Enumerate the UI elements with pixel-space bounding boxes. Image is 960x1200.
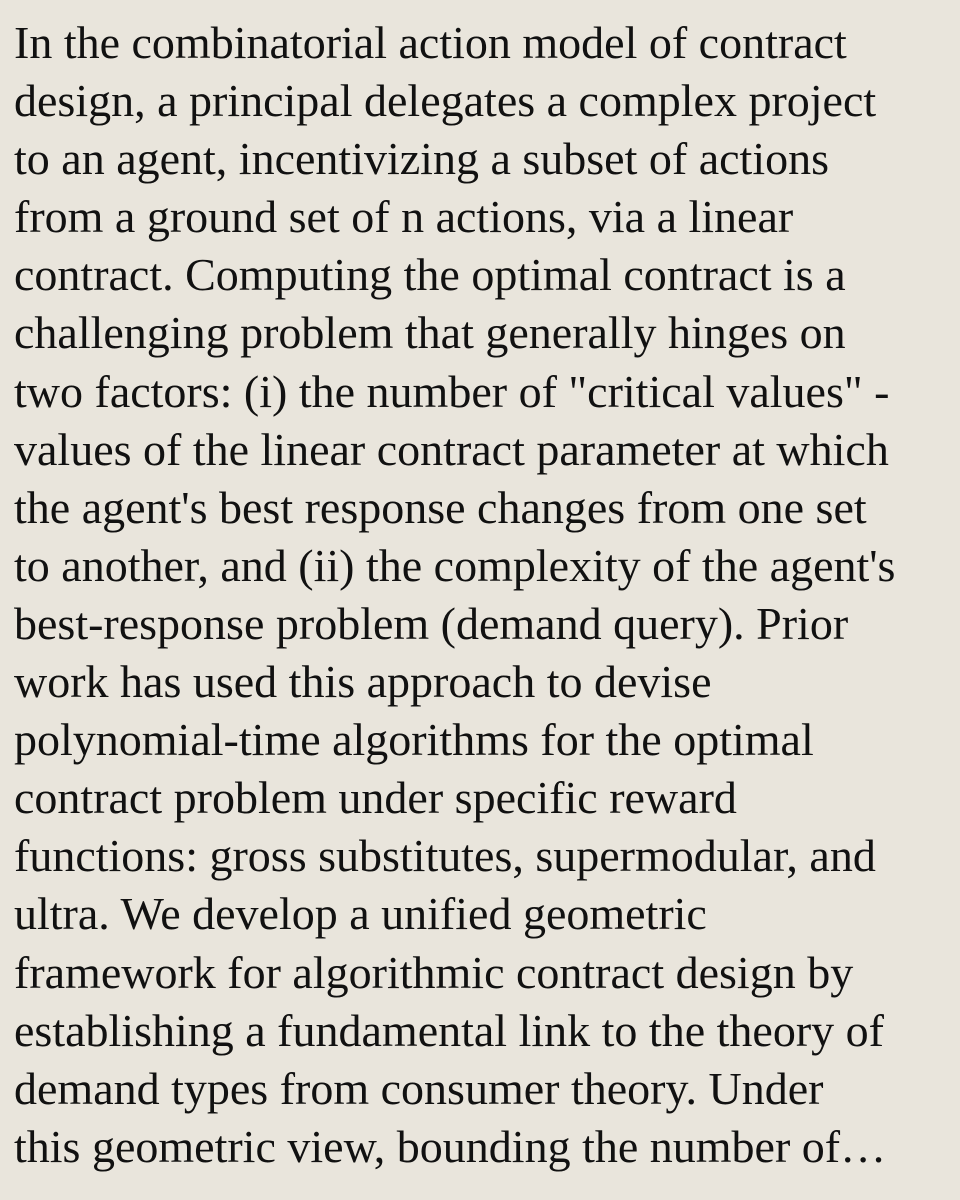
abstract-line: best-response problem (demand query). Prior xyxy=(14,597,849,649)
abstract-line: two factors: (i) the number of "critical values" - xyxy=(14,365,890,417)
abstract-line: functions: gross substitutes, supermodular, and xyxy=(14,830,876,882)
abstract-line: ultra. We develop a unified geometric xyxy=(14,888,707,940)
abstract-line: to another, and (ii) the complexity of the agent's xyxy=(14,539,896,591)
abstract-line: to an agent, incentivizing a subset of actions xyxy=(14,133,829,185)
abstract-line: this geometric view, bounding the number of… xyxy=(14,1120,887,1172)
abstract-line: work has used this approach to devise xyxy=(14,656,712,708)
abstract-line: framework for algorithmic contract design by xyxy=(14,946,854,998)
abstract-line: the agent's best response changes from one set xyxy=(14,481,867,533)
abstract-text xyxy=(14,14,960,1176)
abstract-line: design, a principal delegates a complex project xyxy=(14,75,877,127)
abstract-line: In the combinatorial action model of contract xyxy=(14,17,847,68)
abstract-line: values of the linear contract parameter at which xyxy=(14,423,889,475)
abstract-line: challenging problem that generally hinges on xyxy=(14,307,846,359)
abstract-line: demand types from consumer theory. Under xyxy=(14,1062,824,1114)
abstract-line: contract problem under specific reward xyxy=(14,772,737,824)
abstract-line: establishing a fundamental link to the theory of xyxy=(14,1004,884,1056)
abstract-line: polynomial-time algorithms for the optimal xyxy=(14,714,814,766)
abstract-line: from a ground set of n actions, via a linear xyxy=(14,191,794,243)
abstract-line: contract. Computing the optimal contract is a xyxy=(14,249,846,301)
